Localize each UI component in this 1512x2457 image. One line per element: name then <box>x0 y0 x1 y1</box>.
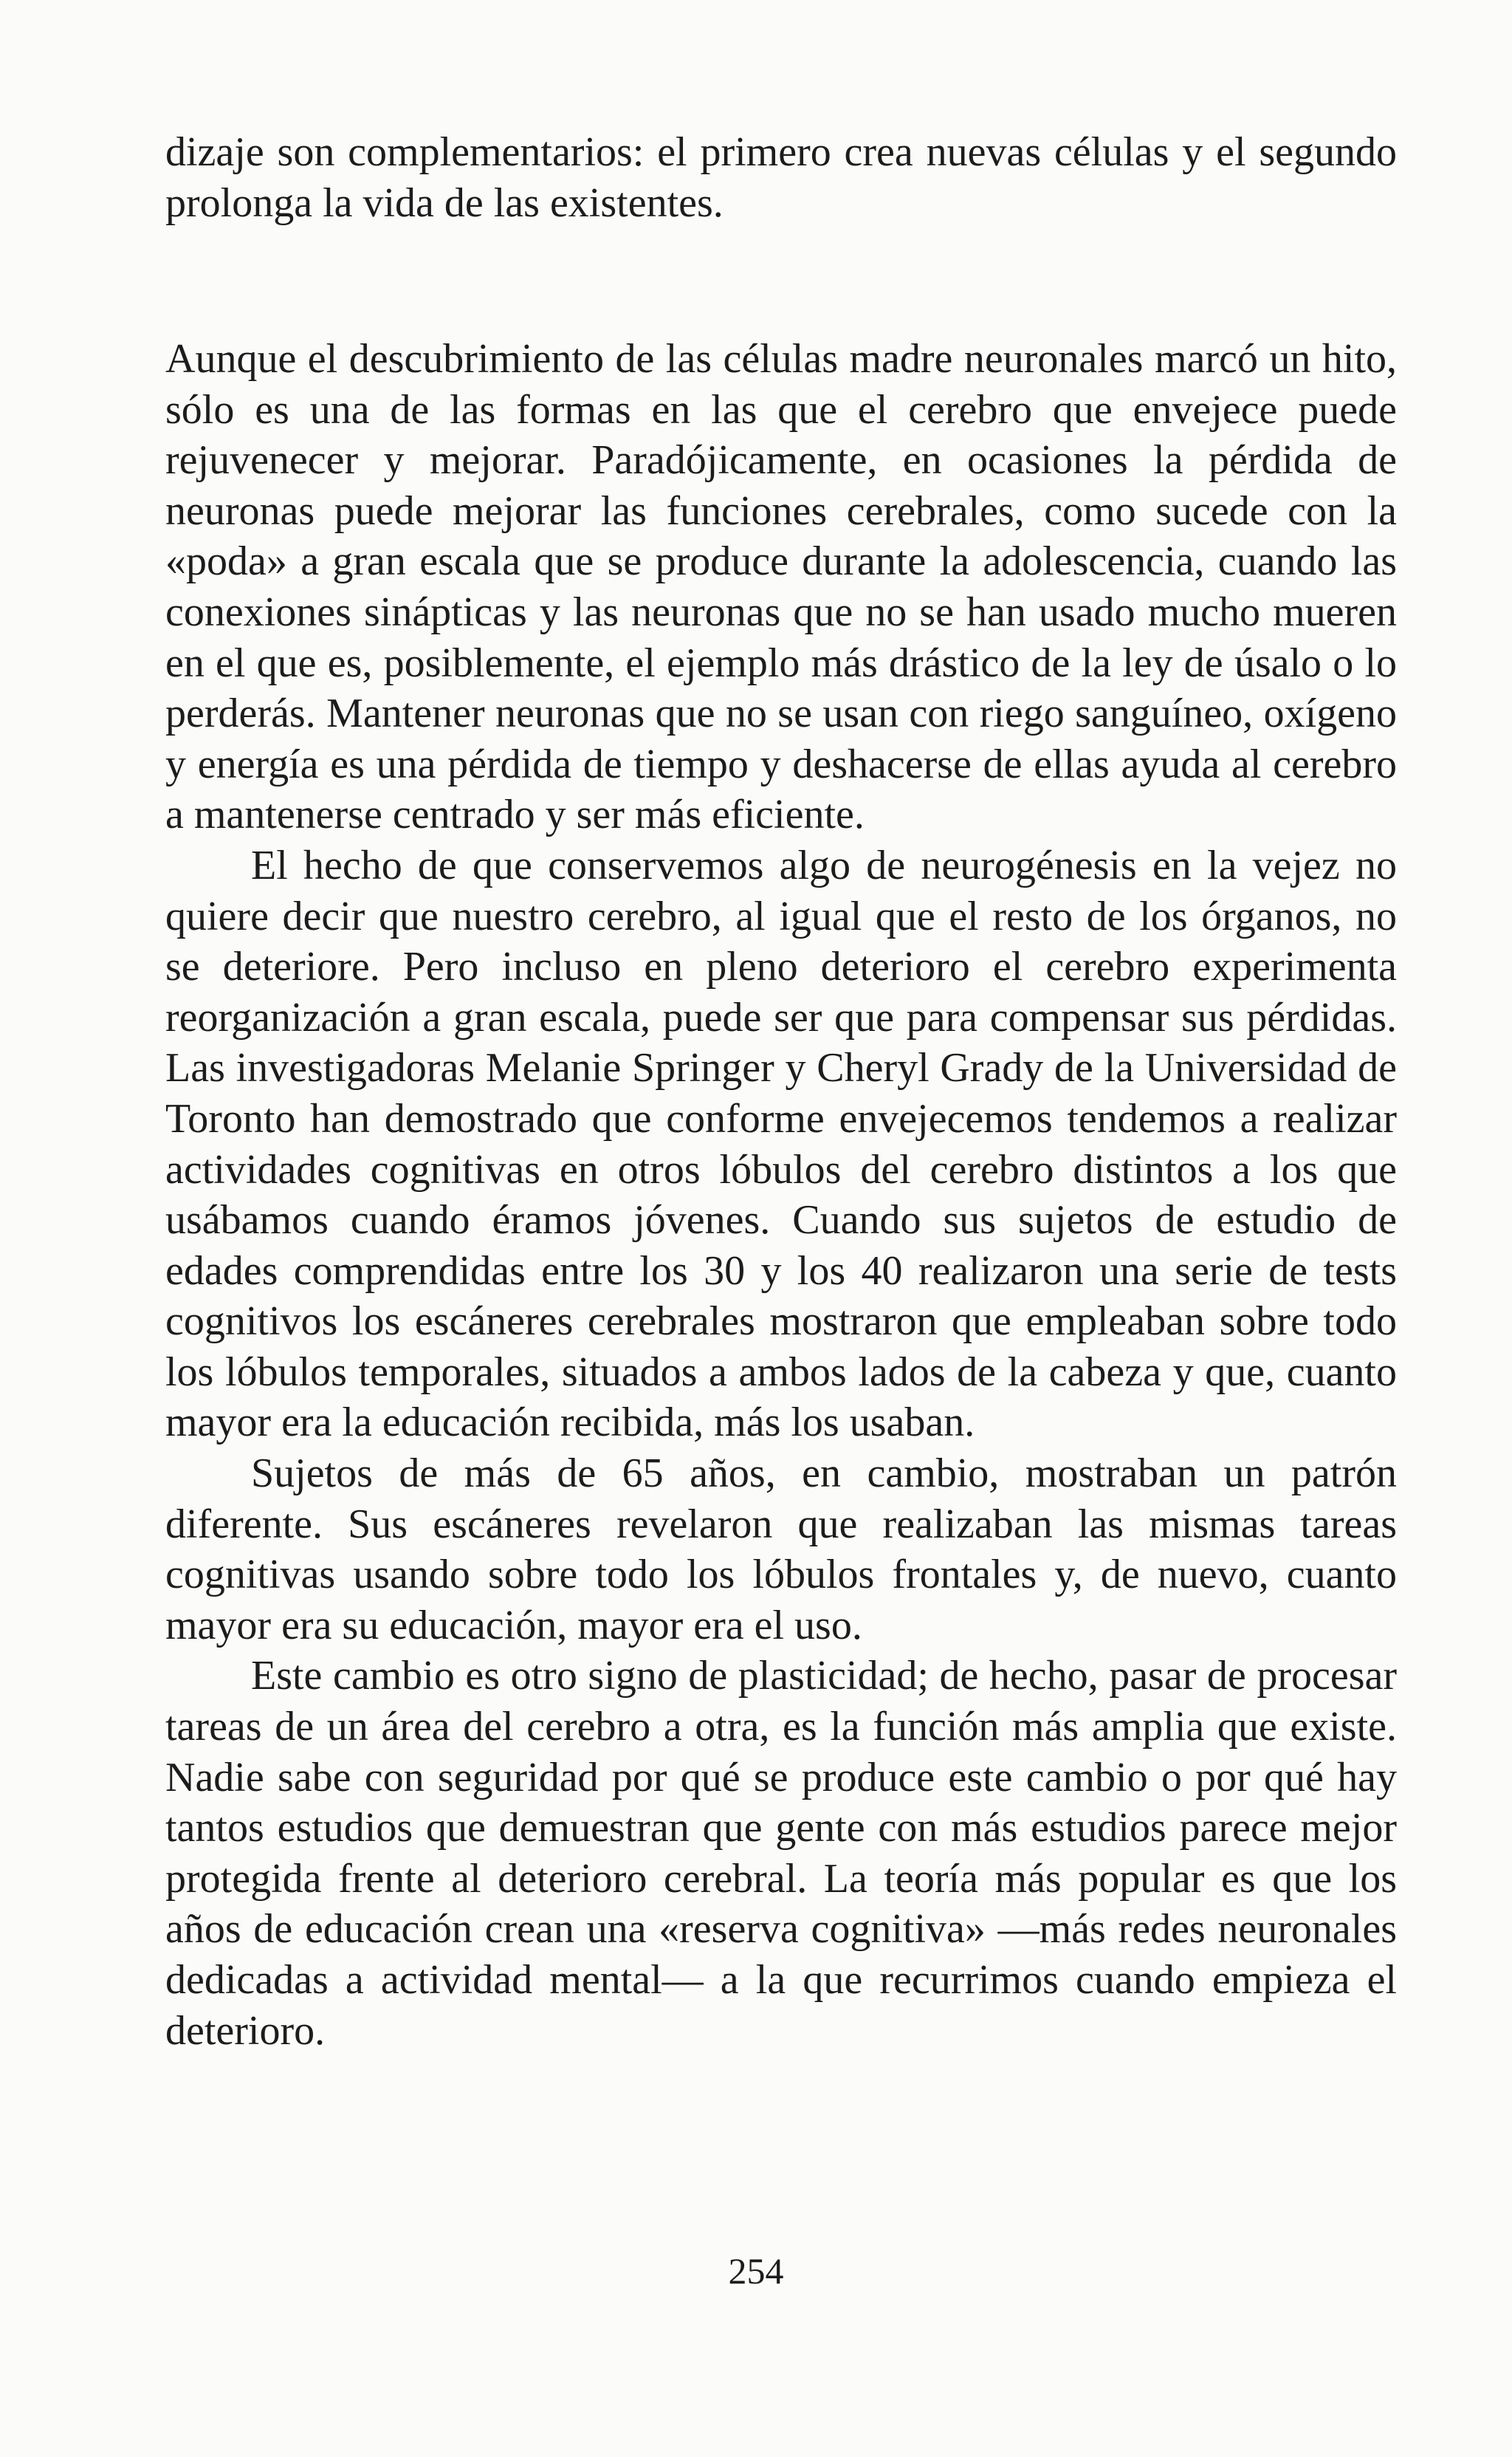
continuation-paragraph: dizaje son complementarios: el primero crea nuevas células y el segundo prolonga la vida de las existentes. <box>165 129 1397 226</box>
paragraph-4: Este cambio es otro signo de plasticidad; de hecho, pasar de procesar tareas de un área del cerebro a otra, es la función más amplia que existe. Nadie sabe con seguridad por qué se produce este cambio o por qué hay tantos estudios que demuestran que gente con más estudios parece mejor protegida frente al deterioro cerebral. La teoría más popular es que los años de educación crean una «reserva cognitiva» —más redes neuronales dedicadas a actividad mental— a la que recurrimos cuando empieza el deterioro. <box>165 1653 1397 2054</box>
paragraph-3: Sujetos de más de 65 años, en cambio, mostraban un patrón diferente. Sus escáneres revelaron que realizaban las mismas tareas cognitivas usando sobre todo los lóbulos frontales y, de nuevo, cuanto mayor era su educación, mayor era el uso. <box>165 1450 1397 1648</box>
continuation-block <box>165 127 1397 228</box>
paragraph-2: El hecho de que conservemos algo de neurogénesis en la vejez no quiere decir que nuestro cerebro, al igual que el resto de los órganos, no se deteriore. Pero incluso en pleno deterioro el cerebro experimenta reorganización a gran escala, puede ser que para compensar sus pérdidas. Las investigadoras Melanie Springer y Cheryl Grady de la Universidad de Toronto han demostrado que conforme envejecemos tendemos a realizar actividades cognitivas en otros lóbulos del cerebro distintos a los que usábamos cuando éramos jóvenes. Cuando sus sujetos de estudio de edades comprendidas entre los 30 y los 40 realizaron una serie de tests cognitivos los escáneres cerebrales mostraron que empleaban sobre todo los lóbulos temporales, situados a ambos lados de la cabeza y que, cuanto mayor era la educación recibida, más los usaban. <box>165 842 1397 1446</box>
main-text-block <box>165 334 1397 2056</box>
paragraph-1: Aunque el descubrimiento de las células madre neuronales marcó un hito, sólo es una de las formas en las que el cerebro que envejece puede rejuvenecer y mejorar. Paradójicamente, en ocasiones la pérdida de neuronas puede mejorar las funciones cerebrales, como sucede con la «poda» a gran escala que se produce durante la adolescencia, cuando las conexiones sinápticas y las neuronas que no se han usado mucho mueren en el que es, posiblemente, el ejemplo más drástico de la ley de úsalo o lo perderás. Mantener neuronas que no se usan con riego sanguíneo, oxígeno y energía es una pérdida de tiempo y deshacerse de ellas ayuda al cerebro a mantenerse centrado y ser más eficiente. <box>165 336 1397 838</box>
page-number: 254 <box>728 2250 784 2292</box>
